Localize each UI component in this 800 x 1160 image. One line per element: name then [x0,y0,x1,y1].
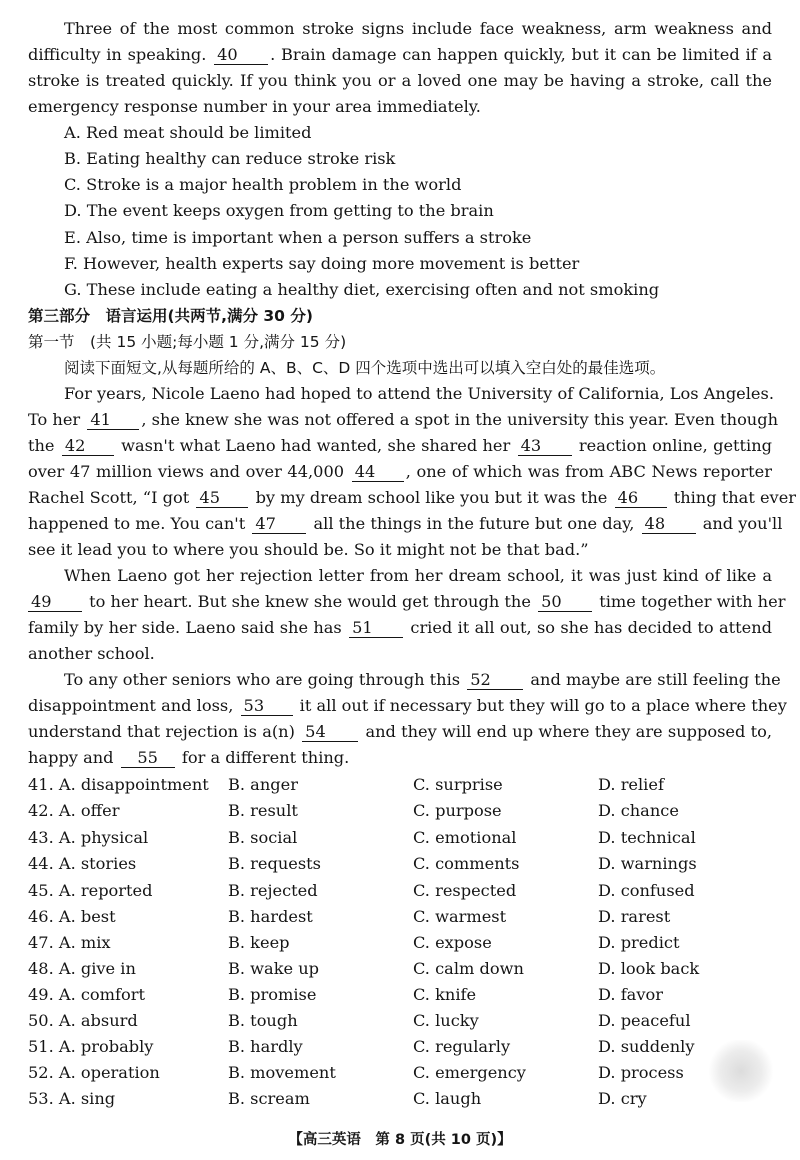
choice-d: D. cry [598,1089,647,1108]
option-f: F. However, health experts say doing more movement is better [64,254,580,273]
cloze-line [28,617,772,639]
choice-d: D. suddenly [598,1037,695,1056]
cloze-text: to her heart. But she knew she would get through the [89,592,531,611]
cloze-text: family by her side. Laeno said she has [28,618,342,637]
choice-a: 49. A. comfort [28,985,146,1004]
passage-line: stroke is treated quickly. If you think you or a loved one may be having a stroke, call the [28,71,772,90]
section1-heading: 第一节 (共 15 小题;每小题 1 分,满分 15 分) [28,333,347,351]
cloze-line: For years, Nicole Laeno had hoped to attend the University of California, Los Angeles. [64,384,774,403]
blank-51: 51 [349,619,403,638]
blank-47: 47 [252,515,306,534]
choice-c: C. emotional [413,828,517,847]
cloze-line [28,435,772,457]
cloze-line: another school. [28,644,155,663]
cloze-text: understand that rejection is a(n) [28,722,295,741]
cloze-text: , one of which was from ABC News reporter [405,462,772,481]
choice-b: B. anger [228,775,298,794]
cloze-text: happened to me. You can't [28,514,246,533]
cloze-line [28,461,772,483]
choice-d: D. chance [598,801,679,820]
choice-a: 48. A. give in [28,959,136,978]
cloze-line [28,695,787,717]
cloze-text: thing that ever [673,488,797,507]
choice-c: C. laugh [413,1089,482,1108]
passage-line: emergency response number in your area immediately. [28,97,481,116]
blank-55: 55 [121,749,175,768]
cloze-text: over 47 million views and over 44,000 [28,462,345,481]
choice-d: D. process [598,1063,684,1082]
choice-c: C. surprise [413,775,503,794]
cloze-line [28,591,786,613]
blank-54: 54 [302,723,358,742]
cloze-text: all the things in the future but one day, [313,514,635,533]
cloze-text: , she knew she was not offered a spot in the university this year. Even though [141,410,779,429]
cloze-text: time together with her [599,592,786,611]
blank-41: 41 [87,411,139,430]
choice-a: 43. A. physical [28,828,149,847]
cloze-line: When Laeno got her rejection letter from her dream school, it was just kind of like a [64,566,772,585]
cloze-line [28,487,797,509]
choice-b: B. social [228,828,298,847]
choice-d: D. predict [598,933,680,952]
passage-text: difficulty in speaking. [28,45,207,64]
cloze-text: disappointment and loss, [28,696,234,715]
choice-a: 41. A. disappointment [28,775,209,794]
blank-40: 40 [214,46,268,65]
choice-c: C. calm down [413,959,524,978]
choice-c: C. emergency [413,1063,526,1082]
cloze-text: by my dream school like you but it was the [255,488,608,507]
blank-50: 50 [538,593,592,612]
option-g: G. These include eating a healthy diet, exercising often and not smoking [64,280,660,299]
part3-heading: 第三部分 语言运用(共两节,满分 30 分) [28,307,313,325]
choice-d: D. look back [598,959,700,978]
choice-c: C. knife [413,985,477,1004]
choice-d: D. rarest [598,907,671,926]
blank-42: 42 [62,437,114,456]
cloze-line [28,513,783,535]
cloze-text: and they will end up where they are supposed to, [365,722,772,741]
option-c: C. Stroke is a major health problem in the world [64,175,462,194]
passage-line: Three of the most common stroke signs include face weakness, arm weakness and [64,19,772,38]
choice-b: B. result [228,801,298,820]
choice-b: B. scream [228,1089,310,1108]
choice-b: B. keep [228,933,290,952]
blank-45: 45 [196,489,248,508]
cloze-text: Rachel Scott, “I got [28,488,190,507]
choice-c: C. regularly [413,1037,511,1056]
cloze-text: To her [28,410,81,429]
option-e: E. Also, time is important when a person suffers a stroke [64,228,532,247]
passage-line [28,44,772,66]
choice-c: C. comments [413,854,520,873]
blank-43: 43 [518,437,572,456]
blank-52: 52 [467,671,523,690]
choice-d: D. relief [598,775,664,794]
choice-a: 46. A. best [28,907,116,926]
choice-b: B. hardly [228,1037,303,1056]
choice-a: 51. A. probably [28,1037,154,1056]
cloze-line: see it lead you to where you should be. So it might not be that bad.” [28,540,589,559]
choice-c: C. purpose [413,801,502,820]
choice-d: D. confused [598,881,695,900]
choice-c: C. respected [413,881,517,900]
choice-a: 47. A. mix [28,933,111,952]
instruction: 阅读下面短文,从每题所给的 A、B、C、D 四个选项中选出可以填入空白处的最佳选项。 [64,359,666,377]
choice-b: B. rejected [228,881,318,900]
choice-d: D. technical [598,828,696,847]
choice-b: B. tough [228,1011,298,1030]
scan-smudge [708,1040,774,1102]
choice-d: D. warnings [598,854,697,873]
cloze-text: reaction online, getting [578,436,772,455]
cloze-line [28,747,772,769]
choice-c: C. warmest [413,907,507,926]
blank-48: 48 [642,515,696,534]
choice-b: B. requests [228,854,321,873]
cloze-text: for a different thing. [181,748,350,767]
cloze-text: To any other seniors who are going through this [64,670,461,689]
cloze-line [64,669,781,691]
choice-b: B. hardest [228,907,313,926]
choice-b: B. promise [228,985,317,1004]
choice-d: D. peaceful [598,1011,691,1030]
cloze-line [28,409,779,431]
cloze-text: happy and [28,748,114,767]
choice-a: 52. A. operation [28,1063,160,1082]
blank-44: 44 [352,463,404,482]
choice-a: 50. A. absurd [28,1011,138,1030]
choice-a: 53. A. sing [28,1089,116,1108]
cloze-text: wasn't what Laeno had wanted, she shared her [121,436,511,455]
cloze-text: and maybe are still feeling the [530,670,781,689]
choice-a: 45. A. reported [28,881,153,900]
cloze-text: it all out if necessary but they will go to a place where they [299,696,787,715]
choice-c: C. expose [413,933,492,952]
passage-text: . Brain damage can happen quickly, but it can be limited if a [270,45,772,64]
blank-53: 53 [241,697,293,716]
cloze-text: and you'll [702,514,783,533]
option-d: D. The event keeps oxygen from getting to the brain [64,201,494,220]
choice-c: C. lucky [413,1011,479,1030]
choice-b: B. wake up [228,959,320,978]
choice-d: D. favor [598,985,663,1004]
choice-a: 44. A. stories [28,854,137,873]
option-a: A. Red meat should be limited [64,123,312,142]
cloze-text: cried it all out, so she has decided to attend [410,618,773,637]
cloze-line [28,721,772,743]
option-b: B. Eating healthy can reduce stroke risk [64,149,396,168]
choice-b: B. movement [228,1063,336,1082]
cloze-text: the [28,436,55,455]
choice-a: 42. A. offer [28,801,120,820]
page-footer: 【高三英语 第 8 页(共 10 页)】 [288,1132,512,1148]
blank-49: 49 [28,593,82,612]
blank-46: 46 [615,489,667,508]
